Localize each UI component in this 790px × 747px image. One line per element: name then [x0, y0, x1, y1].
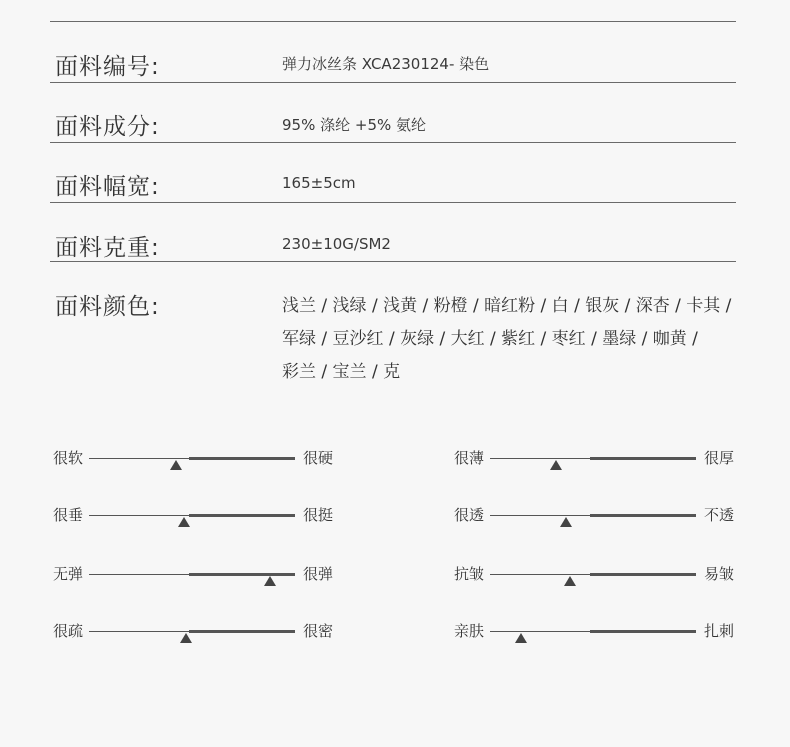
divider: [50, 21, 736, 22]
scale-track-thin: [89, 574, 189, 575]
scale-marker-triangle-icon: [180, 633, 192, 643]
fabric-code-label: 面料编号:: [55, 54, 160, 80]
scale-track-thick: [590, 514, 696, 517]
scale-marker-triangle-icon: [178, 517, 190, 527]
scale-left-label: 无弹: [53, 565, 84, 583]
scale-track-thin: [89, 631, 189, 632]
scale-track-thin: [490, 631, 590, 632]
scale-left-label: 很垂: [53, 506, 84, 524]
scale-right-label: 不透: [704, 506, 735, 524]
fabric-colors-label: 面料颜色:: [55, 294, 160, 320]
fabric-colors-line: 军绿 / 豆沙红 / 灰绿 / 大红 / 紫红 / 枣红 / 墨绿 / 咖黄 /: [282, 329, 698, 349]
fabric-width-value: 165±5cm: [282, 174, 356, 192]
fabric-composition-value: 95% 涤纶 +5% 氨纶: [282, 116, 427, 134]
scale-right-label: 很挺: [303, 506, 334, 524]
fabric-colors-line: 彩兰 / 宝兰 / 克: [282, 362, 401, 382]
scale-left-label: 亲肤: [454, 622, 485, 640]
scale-right-label: 很密: [303, 622, 334, 640]
scale-right-label: 很硬: [303, 449, 334, 467]
scale-track-thick: [590, 457, 696, 460]
scale-marker-triangle-icon: [550, 460, 562, 470]
scale-track-thin: [89, 515, 189, 516]
scale-right-label: 很厚: [704, 449, 735, 467]
scale-track-thick: [189, 457, 295, 460]
scale-right-label: 易皱: [704, 565, 735, 583]
scale-left-label: 很软: [53, 449, 84, 467]
scale-marker-triangle-icon: [515, 633, 527, 643]
fabric-width-label: 面料幅宽:: [55, 174, 160, 200]
scale-track-thick: [590, 630, 696, 633]
scale-left-label: 抗皱: [454, 565, 485, 583]
scale-marker-triangle-icon: [170, 460, 182, 470]
scale-track-thick: [189, 573, 295, 576]
scale-track-thick: [189, 514, 295, 517]
scale-track-thick: [590, 573, 696, 576]
fabric-composition-label: 面料成分:: [55, 114, 160, 140]
divider: [50, 261, 736, 262]
scale-marker-triangle-icon: [564, 576, 576, 586]
scale-right-label: 扎刺: [704, 622, 735, 640]
scale-track-thin: [490, 515, 590, 516]
scale-marker-triangle-icon: [560, 517, 572, 527]
scale-left-label: 很薄: [454, 449, 485, 467]
scale-marker-triangle-icon: [264, 576, 276, 586]
divider: [50, 202, 736, 203]
scale-track-thin: [490, 458, 590, 459]
fabric-colors-line: 浅兰 / 浅绿 / 浅黄 / 粉橙 / 暗红粉 / 白 / 银灰 / 深杏 / 卡其 /: [282, 296, 732, 316]
scale-left-label: 很透: [454, 506, 485, 524]
fabric-weight-label: 面料克重:: [55, 235, 160, 261]
divider: [50, 142, 736, 143]
fabric-weight-value: 230±10G/SM2: [282, 235, 391, 253]
scale-left-label: 很疏: [53, 622, 84, 640]
scale-right-label: 很弹: [303, 565, 334, 583]
scale-track-thin: [490, 574, 590, 575]
divider: [50, 82, 736, 83]
scale-track-thin: [89, 458, 189, 459]
scale-track-thick: [189, 630, 295, 633]
fabric-code-value: 弹力冰丝条 XCA230124- 染色: [282, 55, 490, 73]
